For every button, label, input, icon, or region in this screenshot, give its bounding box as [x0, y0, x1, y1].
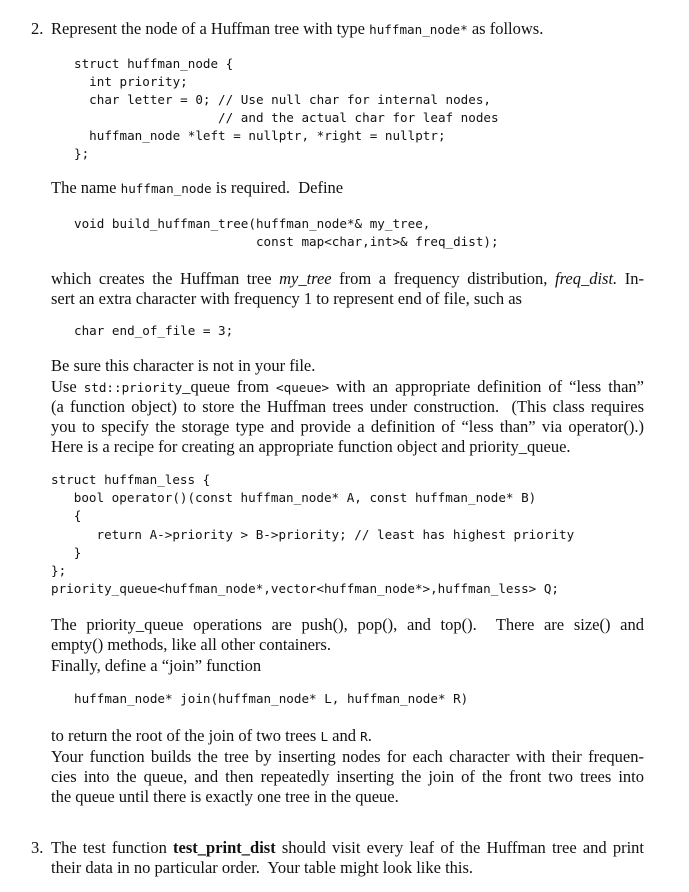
pq-line-1 — [51, 377, 644, 397]
join-intro: Finally, define a “join” function — [51, 656, 262, 675]
intro-text-end: as follows. — [467, 19, 544, 38]
item-3-line-2: their data in no particular order. Your table might look like this. — [51, 858, 474, 877]
item-3-text: The test function — [51, 838, 174, 857]
pq-text: Use — [51, 377, 84, 396]
struct-code-line: struct huffman_node { — [74, 56, 234, 71]
return-line — [51, 726, 372, 746]
pq-line-4: Here is a recipe for creating an appropriate function object and priority_queue. — [51, 437, 571, 456]
creates-line-1 — [51, 269, 644, 289]
struct-code-line: huffman_node *left = nullptr, *right = nullptr; — [74, 128, 446, 143]
less-code-line: } — [51, 545, 82, 560]
test-print-dist-term: test_print_dist — [173, 838, 276, 857]
less-code-line: bool operator()(const huffman_node* A, const huffman_node* B) — [51, 490, 537, 505]
ops-line-2: empty() methods, like all other containers. — [51, 635, 331, 654]
item-3-number: 3. — [31, 838, 44, 857]
pq-code-std: std::priority — [83, 380, 183, 395]
pq-line-2: (a function object) to store the Huffman trees under construction. (This class requires — [51, 397, 644, 416]
struct-code-line: char letter = 0; // Use null char for internal nodes, — [74, 92, 492, 107]
pq-line-3: you to specify the storage type and provide a definition of “less than” via operator().) — [51, 417, 644, 436]
ops-line-1: The priority_queue operations are push(), pop(), and top(). There are size() and — [51, 615, 644, 634]
name-text: The name — [51, 178, 121, 197]
creates-text-end: In- — [617, 269, 644, 288]
my-tree-term: my_tree — [279, 269, 332, 288]
build-code-line: const map<char,int>& freq_dist); — [74, 234, 499, 249]
item-3-line-1 — [51, 838, 644, 858]
builds-line-3: the queue until there is exactly one tree in the queue. — [51, 787, 399, 806]
builds-line-2: cies into the queue, and then repeatedly inserting the join of the front two trees into — [51, 767, 644, 786]
less-code-line: priority_queue<huffman_node*,vector<huffman_node*>,huffman_less> Q; — [51, 581, 559, 596]
return-code-R: R — [360, 729, 368, 744]
intro-code: huffman_node* — [369, 22, 468, 37]
name-text-end: is required. Define — [211, 178, 344, 197]
eof-code: char end_of_file = 3; — [74, 323, 234, 338]
name-required-line — [51, 178, 343, 198]
builds-line-1: Your function builds the tree by inserting nodes for each character with their frequen- — [51, 747, 644, 766]
less-code-line: }; — [51, 563, 67, 578]
less-code-line: return A->priority > B->priority; // least has highest priority — [51, 527, 575, 542]
join-code: huffman_node* join(huffman_node* L, huffman_node* R) — [74, 691, 469, 706]
struct-code-line: // and the actual char for leaf nodes — [74, 110, 499, 125]
freq-dist-term: freq_dist. — [555, 269, 618, 288]
pq-code-header: <queue> — [276, 380, 330, 395]
creates-text: which creates the Huffman tree — [51, 269, 280, 288]
less-code-line: struct huffman_less { — [51, 472, 211, 487]
pq-text-queue: _queue from — [182, 377, 277, 396]
return-text-end: . — [367, 726, 372, 745]
struct-code-line: int priority; — [74, 74, 188, 89]
item-3-text-end: should visit every leaf of the Huffman tree and print — [275, 838, 644, 857]
return-text-and: and — [328, 726, 361, 745]
name-code: huffman_node — [120, 181, 212, 196]
creates-text-mid: from a frequency distribution, — [331, 269, 555, 288]
less-code-line: { — [51, 508, 82, 523]
creates-line-2: sert an extra character with frequency 1 to represent end of file, such as — [51, 289, 522, 308]
item-2-number: 2. — [31, 19, 44, 38]
return-text: to return the root of the join of two trees — [51, 726, 321, 745]
struct-code-line: }; — [74, 146, 90, 161]
build-code-line: void build_huffman_tree(huffman_node*& my_tree, — [74, 216, 431, 231]
pq-text-end: with an appropriate definition of “less than” — [329, 377, 644, 396]
be-sure-line: Be sure this character is not in your file. — [51, 356, 316, 375]
return-code-L: L — [320, 729, 329, 744]
intro-text: Represent the node of a Huffman tree with type — [51, 19, 370, 38]
item-2-intro — [51, 19, 543, 39]
